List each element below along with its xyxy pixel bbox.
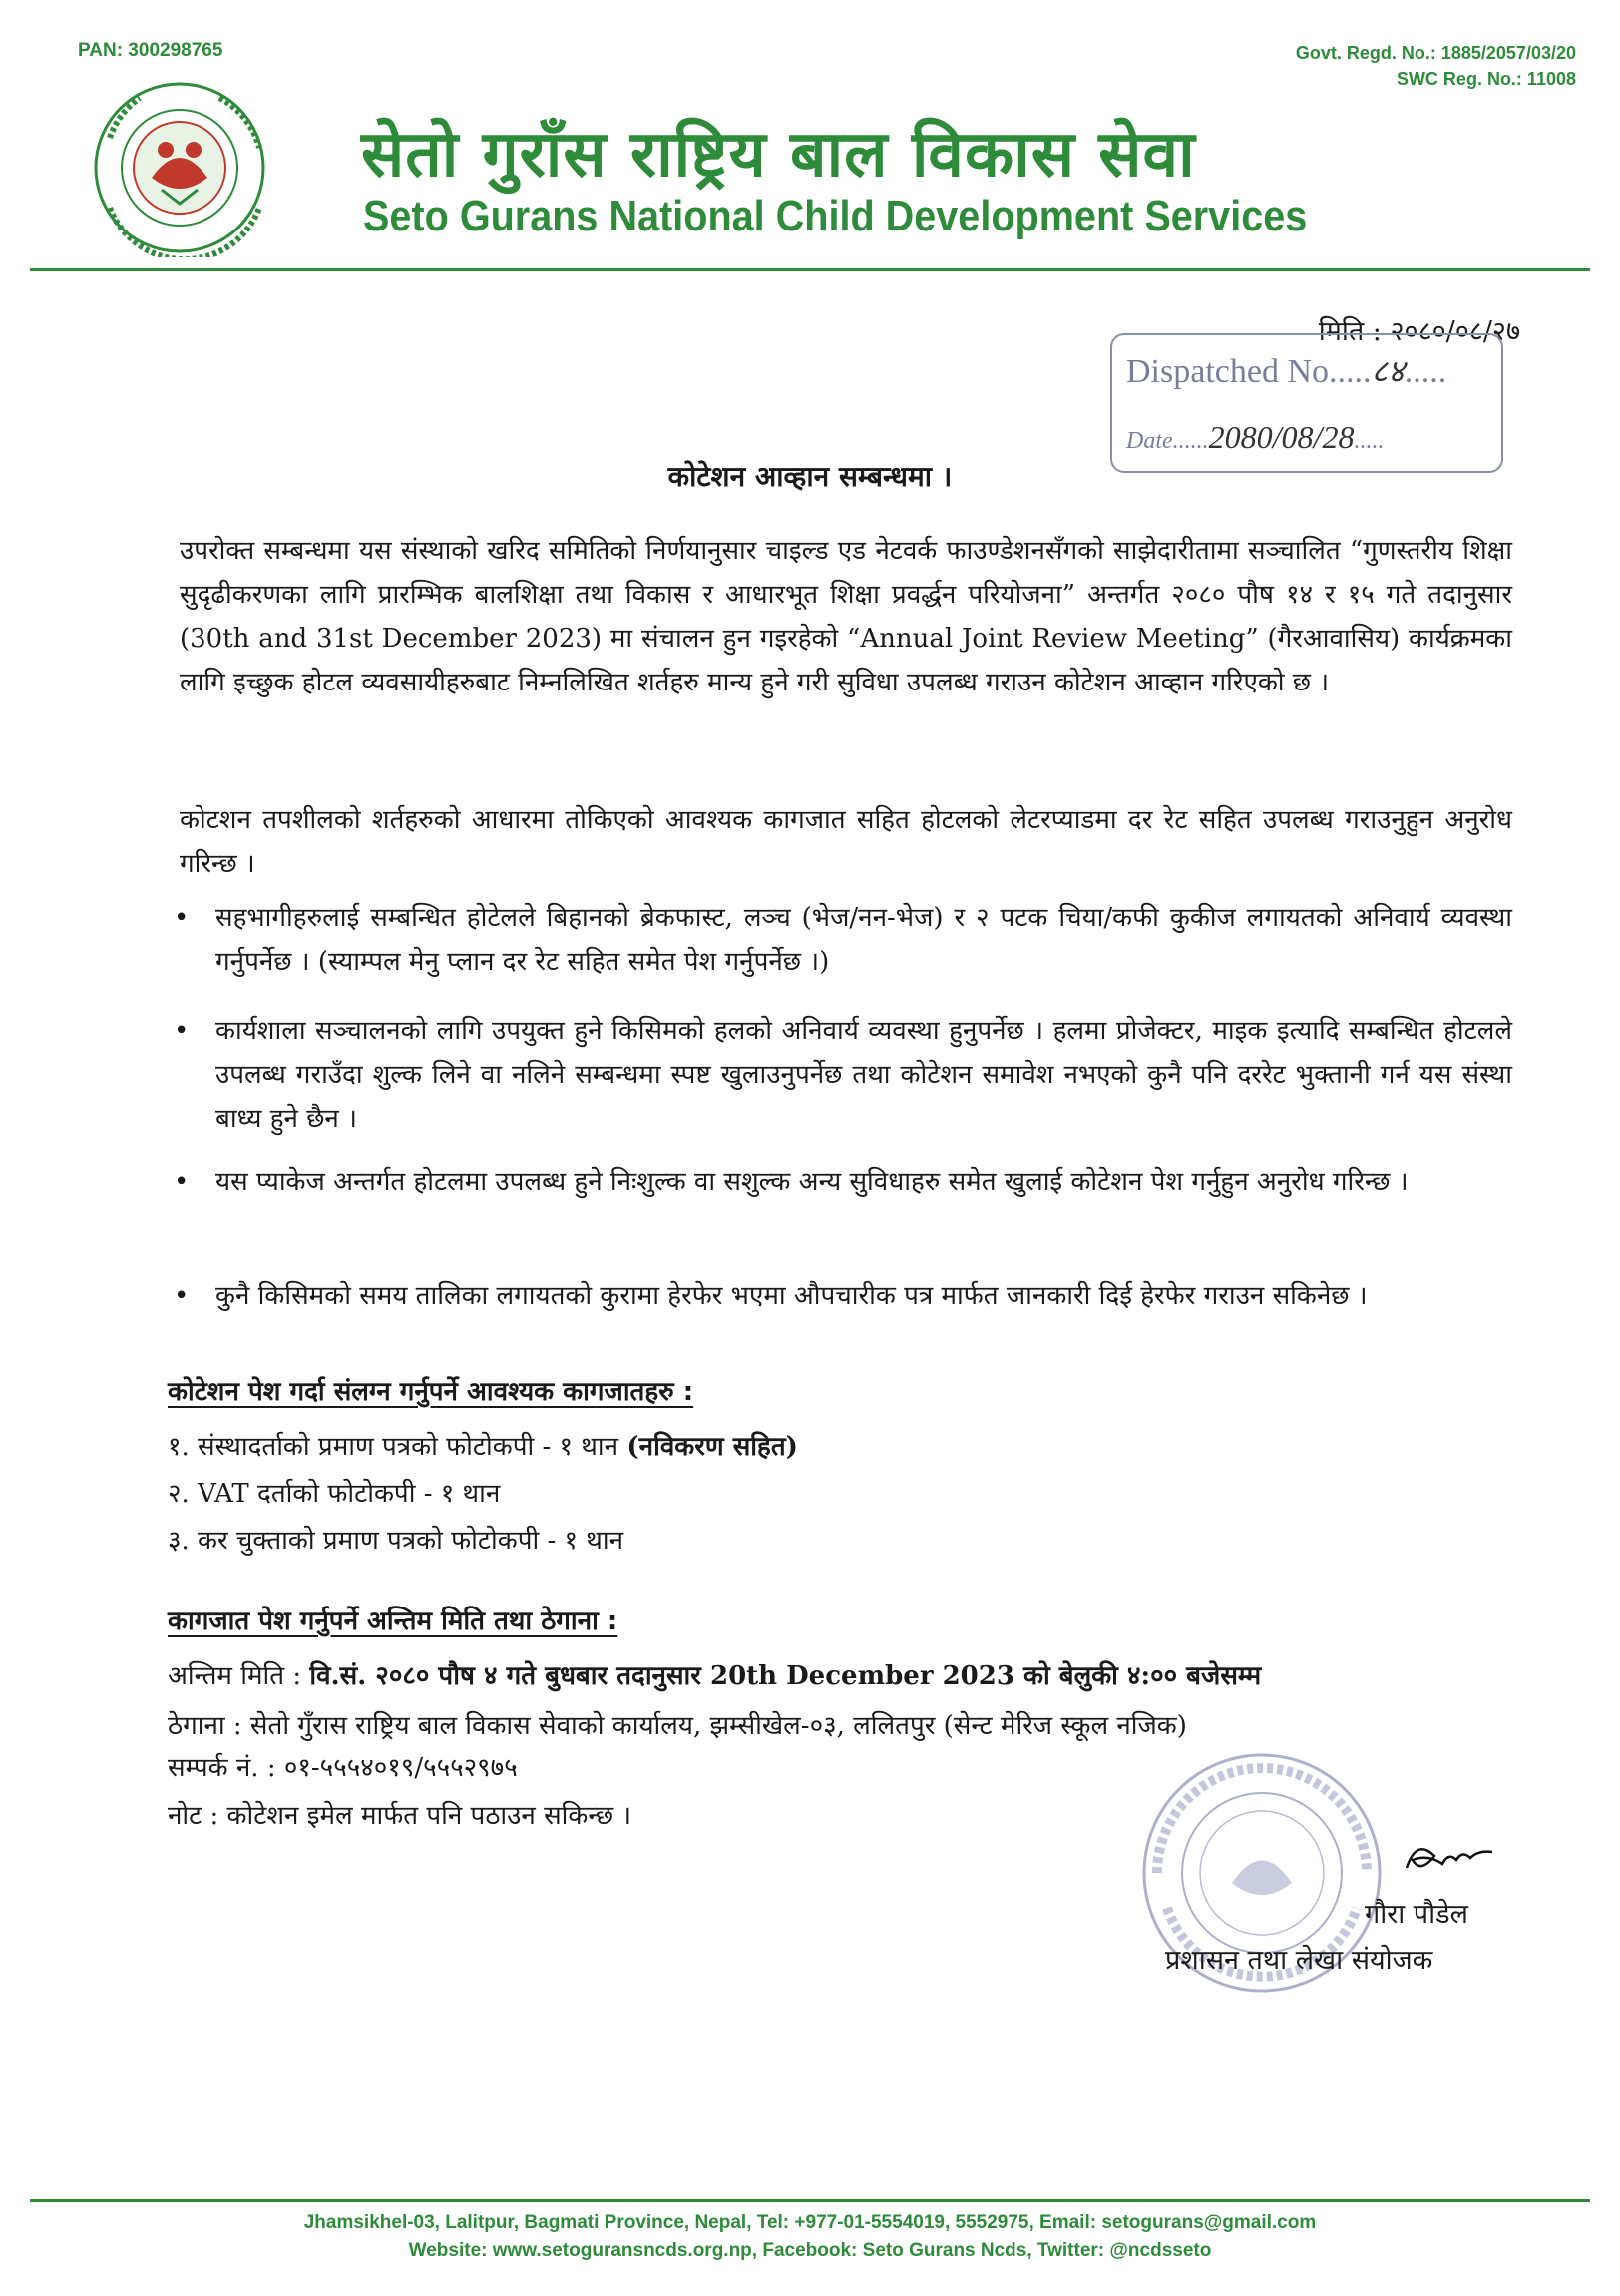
- submission-heading: कागजात पेश गर्नुपर्ने अन्तिम मिति तथा ठेगाना :: [168, 1607, 618, 1636]
- condition-item-3: • यस प्याकेज अन्तर्गत होटलमा उपलब्ध हुने निःशुल्क वा सशुल्क अन्य सुविधाहरु समेत खुलाई कोटेशन पेश गर्नुहुन अनुरोध गरिन्छ ।: [215, 1160, 1512, 1204]
- body-paragraph-1: उपरोक्त सम्बन्धमा यस संस्थाको खरिद समितिको निर्णयानुसार चाइल्ड एड नेटवर्क फाउण्डेशनसँगको साझेदारीतामा सञ्चालित “गुणस्तरीय शिक्षा सुदृढीकरणका लागि प्रारम्भिक बालशिक्षा तथा विकास र आधारभूत शिक्षा प्रवर्द्धन परियोजना” अन्तर्गत २०८० पौष १४ र १५ गते तदानुसार (30th and 31st December 2023) मा संचालन हुन गइरहेको “Annual Joint Review Meeting” (गैरआवासिय) कार्यक्रमका लागि इच्छुक होटल व्यवसायीहरुबाट निम्नलिखित शर्तहरु मान्य हुने गरी सुविधा उपलब्ध गराउन कोटेशन आव्हान गरिएको छ ।: [180, 536, 1512, 697]
- condition-item-1: • सहभागीहरुलाई सम्बन्धित होटेलले बिहानको ब्रेकफास्ट, लञ्च (भेज/नन-भेज) र २ पटक चिया/कफी कुकीज लगायतको अनिवार्य व्यवस्था गर्नुपर्नेछ । (स्याम्पल मेनु प्लान दर रेट सहित समेत पेश गर्नुपर्नेछ ।): [215, 896, 1512, 984]
- dispatch-number-row: Dispatched No.....८४.....: [1126, 353, 1447, 390]
- letter-subject: कोटेशन आव्हान सम्बन्धमा ।: [667, 460, 953, 493]
- govt-regd-number: Govt. Regd. No.: 1885/2057/03/20: [1295, 43, 1576, 63]
- body-paragraph-2: कोटशन तपशीलको शर्तहरुको आधारमा तोकिएको आवश्यक कागजात सहित होटलको लेटरप्याडमा दर रेट सहित उपलब्ध गराउनुहुन अनुरोध गरिन्छ ।: [180, 805, 1512, 879]
- deadline-line: अन्तिम मिति : वि.सं. २०८० पौष ४ गते बुधबार तदानुसार 20th December 2023 को बेलुकी ४:०० बजेसम्म: [168, 1661, 1262, 1691]
- footer-links: Website: www.setoguransncds.org.np, Facebook: Seto Gurans Ncds, Twitter: @ncdsseto: [408, 2240, 1212, 2261]
- condition-item-4: • कुनै किसिमको समय तालिका लगायतको कुरामा हेरफेर भएमा औपचारीक पत्र मार्फत जानकारी दिई हेरफेर गराउन सकिनेछ ।: [215, 1274, 1512, 1318]
- bullet-icon: •: [174, 903, 190, 933]
- footer: [0, 2209, 1620, 2265]
- header-divider: [30, 268, 1590, 271]
- dispatch-date-row: Date......2080/08/28.....: [1126, 419, 1385, 455]
- registration-info: [1296, 40, 1576, 92]
- dispatch-stamp: [1110, 333, 1503, 473]
- dispatch-number: ८४: [1371, 353, 1405, 389]
- contact-line: सम्पर्क नं. : ०१-५५५४०१९/५५५२९७५: [168, 1753, 518, 1783]
- bullet-icon: •: [174, 1016, 190, 1046]
- dispatch-label: Dispatched No.: [1126, 353, 1338, 390]
- footer-divider: [30, 2199, 1590, 2202]
- dispatch-date: 2080/08/28: [1208, 419, 1355, 455]
- deadline-value: वि.सं. २०८० पौष ४ गते बुधबार तदानुसार 20th December 2023 को बेलुकी ४:०० बजेसम्म: [309, 1661, 1262, 1691]
- organization-name-english: Seto Gurans National Child Development Services: [363, 192, 1308, 240]
- letter-date: मिति : २०८०/०८/२७: [1318, 316, 1520, 347]
- organization-name-nepali: सेतो गुराँस राष्ट्रिय बाल विकास सेवा: [361, 118, 1196, 192]
- signature-icon: [1397, 1828, 1506, 1888]
- dispatch-date-label: Date: [1126, 428, 1173, 454]
- renewal-note: (नविकरण सहित): [626, 1432, 798, 1462]
- note-line: नोट : कोटेशन इमेल मार्फत पनि पठाउन सकिन्छ ।: [168, 1801, 632, 1831]
- signatory-title: प्रशासन तथा लेखा संयोजक: [1165, 1945, 1433, 1976]
- condition-item-2: • कार्यशाला सञ्चालनको लागि उपयुक्त हुने किसिमको हलको अनिवार्य व्यवस्था हुनुपर्नेछ । हलमा प्रोजेक्टर, माइक इत्यादि सम्बन्धित होटलले उपलब्ध गराउँदा शुल्क लिने वा नलिने सम्बन्धमा स्पष्ट खुलाउनुपर्नेछ तथा कोटेशन समावेश नभएको कुनै पनि दररेट भुक्तानी गर्न यस संस्था बाध्य हुने छैन ।: [215, 1009, 1512, 1141]
- document-item-1: १. संस्थादर्ताको प्रमाण पत्रको फोटोकपी - १ थान (नविकरण सहित): [168, 1432, 798, 1462]
- footer-address: Jhamsikhel-03, Lalitpur, Bagmati Province, Nepal, Tel: +977-01-5554019, 5552975, Email: setogurans@gmail.com: [303, 2212, 1317, 2233]
- swc-reg-number: SWC Reg. No.: 11008: [1396, 69, 1576, 89]
- document-item-3: ३. कर चुक्ताको प्रमाण पत्रको फोटोकपी - १ थान: [168, 1526, 624, 1556]
- pan-number: PAN: 300298765: [78, 40, 223, 61]
- document-item-2: २. VAT दर्ताको फोटोकपी - १ थान: [168, 1479, 501, 1509]
- signatory-name: गौरा पौडेल: [1365, 1899, 1468, 1930]
- bullet-icon: •: [174, 1281, 190, 1311]
- bullet-icon: •: [174, 1167, 190, 1197]
- address-line: ठेगाना : सेतो गुँरास राष्ट्रिय बाल विकास सेवाको कार्यालय, झम्सीखेल-०३, ललितपुर (सेन्ट मेरिज स्कूल नजिक): [168, 1711, 1187, 1741]
- documents-heading: कोटेशन पेश गर्दा संलग्न गर्नुपर्ने आवश्यक कागजातहरु :: [168, 1377, 694, 1407]
- organization-logo-icon: [70, 78, 309, 257]
